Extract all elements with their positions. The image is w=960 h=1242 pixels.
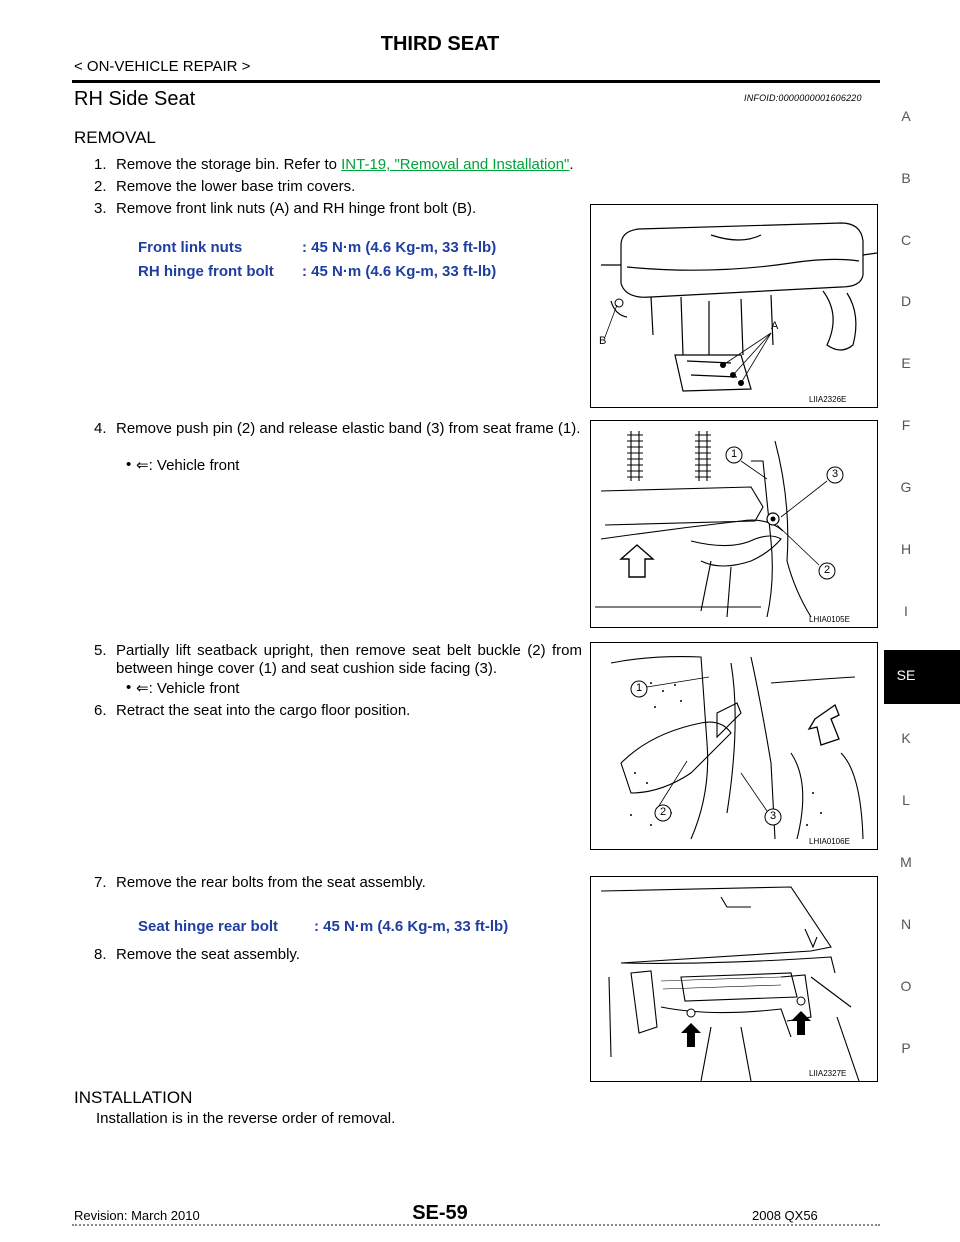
callout-3: 3 [770, 810, 777, 822]
torque-label: Front link nuts [138, 239, 243, 256]
step-number: 3. [94, 200, 107, 217]
figure-code: LHIA0105E [809, 615, 850, 624]
step-text-end: . [569, 156, 574, 173]
bullet-dot: • [126, 456, 132, 473]
bullet-text: ⇐: Vehicle front [136, 457, 240, 474]
footer-revision: Revision: March 2010 [74, 1208, 200, 1223]
callout-1: 1 [636, 682, 643, 694]
installation-heading: INSTALLATION [74, 1088, 193, 1107]
tab-h[interactable]: H [900, 541, 912, 557]
torque-spec-rh-hinge-front-bolt [138, 263, 496, 280]
step-text: Remove the seat assembly. [116, 946, 300, 963]
seat-belt-buckle-illustration [591, 643, 877, 849]
step-3 [94, 200, 477, 218]
tab-se-label: SE [896, 667, 916, 683]
figure-code: LIIA2327E [809, 1069, 847, 1078]
step-number: 6. [94, 702, 107, 719]
footer-page-number: SE-59 [412, 1202, 468, 1224]
figure-seat-hinge-rear-bolt [590, 876, 878, 1082]
seat-front-illustration [591, 205, 877, 407]
torque-spec-seat-hinge-rear-bolt [138, 918, 508, 935]
tab-k[interactable]: K [901, 730, 911, 746]
torque-value: : 45 N·m (4.6 Kg-m, 33 ft-lb) [302, 263, 497, 280]
bullet-vehicle-front [126, 679, 240, 697]
footer-divider [72, 1224, 880, 1226]
torque-label: RH hinge front bolt [138, 263, 274, 280]
reference-link[interactable]: INT-19, "Removal and Installation" [341, 156, 570, 173]
bullet-text: ⇐: Vehicle front [136, 680, 240, 697]
step-number: 8. [94, 946, 107, 963]
torque-value: : 45 N·m (4.6 Kg-m, 33 ft-lb) [302, 239, 497, 256]
figure-front-link-nuts [590, 204, 878, 408]
tab-e[interactable]: E [901, 355, 911, 371]
tab-b[interactable]: B [901, 170, 911, 186]
step-text: Remove the rear bolts from the seat assembly. [116, 874, 426, 891]
step-6 [94, 702, 411, 720]
torque-spec-front-link-nuts [138, 239, 496, 256]
info-id: INFOID:0000000001606220 [744, 93, 862, 103]
bullet-dot: • [126, 679, 132, 696]
callout-a: A [771, 320, 779, 332]
figure-seat-belt-buckle [590, 642, 878, 850]
callout-1: 1 [731, 448, 738, 460]
step-1 [94, 156, 574, 174]
tab-n[interactable]: N [900, 916, 912, 932]
torque-label: Seat hinge rear bolt [138, 918, 279, 935]
step-text: Remove push pin (2) and release elastic band (3) from seat frame (1). [116, 420, 581, 437]
installation-text: Installation is in the reverse order of removal. [96, 1110, 396, 1127]
tab-g[interactable]: G [900, 479, 912, 495]
callout-b: B [599, 335, 607, 347]
torque-value: : 45 N·m (4.6 Kg-m, 33 ft-lb) [314, 918, 509, 935]
figure-code: LIIA2326E [809, 395, 847, 404]
removal-heading: REMOVAL [74, 128, 156, 147]
step-text: Partially lift seatback upright, then remove seat belt buckle (2) from between hinge cover (1) and seat cushion side facing (3). [116, 642, 582, 677]
tab-o[interactable]: O [900, 978, 912, 994]
tab-d[interactable]: D [900, 293, 912, 309]
callout-2: 2 [824, 564, 831, 576]
step-text: Retract the seat into the cargo floor position. [116, 702, 411, 719]
figure-seat-frame-push-pin [590, 420, 878, 628]
step-5 [94, 642, 582, 678]
page-title: THIRD SEAT [380, 33, 500, 55]
step-text: Remove the lower base trim covers. [116, 178, 356, 195]
step-2 [94, 178, 356, 196]
tab-i[interactable]: I [904, 603, 908, 619]
footer-model: 2008 QX56 [752, 1208, 818, 1223]
step-number: 5. [94, 642, 107, 659]
step-number: 2. [94, 178, 107, 195]
tab-m[interactable]: M [900, 854, 912, 870]
step-number: 1. [94, 156, 107, 173]
step-8 [94, 946, 300, 964]
step-7 [94, 874, 426, 892]
callout-2: 2 [660, 806, 667, 818]
callout-3: 3 [832, 468, 839, 480]
tab-c[interactable]: C [900, 232, 912, 248]
step-4 [94, 420, 582, 438]
tab-p[interactable]: P [901, 1040, 911, 1056]
step-number: 4. [94, 420, 107, 437]
bullet-vehicle-front [126, 456, 240, 474]
tab-se-active[interactable] [884, 650, 960, 704]
section-title: RH Side Seat [74, 88, 196, 110]
tab-a[interactable]: A [901, 108, 911, 124]
tab-l[interactable]: L [902, 792, 910, 808]
figure-code: LHIA0106E [809, 837, 850, 846]
rear-bolt-illustration [591, 877, 877, 1081]
step-text: Remove front link nuts (A) and RH hinge front bolt (B). [116, 200, 477, 217]
header-divider [72, 80, 880, 83]
tab-f[interactable]: F [901, 417, 911, 433]
breadcrumb: < ON-VEHICLE REPAIR > [74, 58, 251, 75]
step-number: 7. [94, 874, 107, 891]
step-text: Remove the storage bin. Refer to [116, 156, 342, 173]
